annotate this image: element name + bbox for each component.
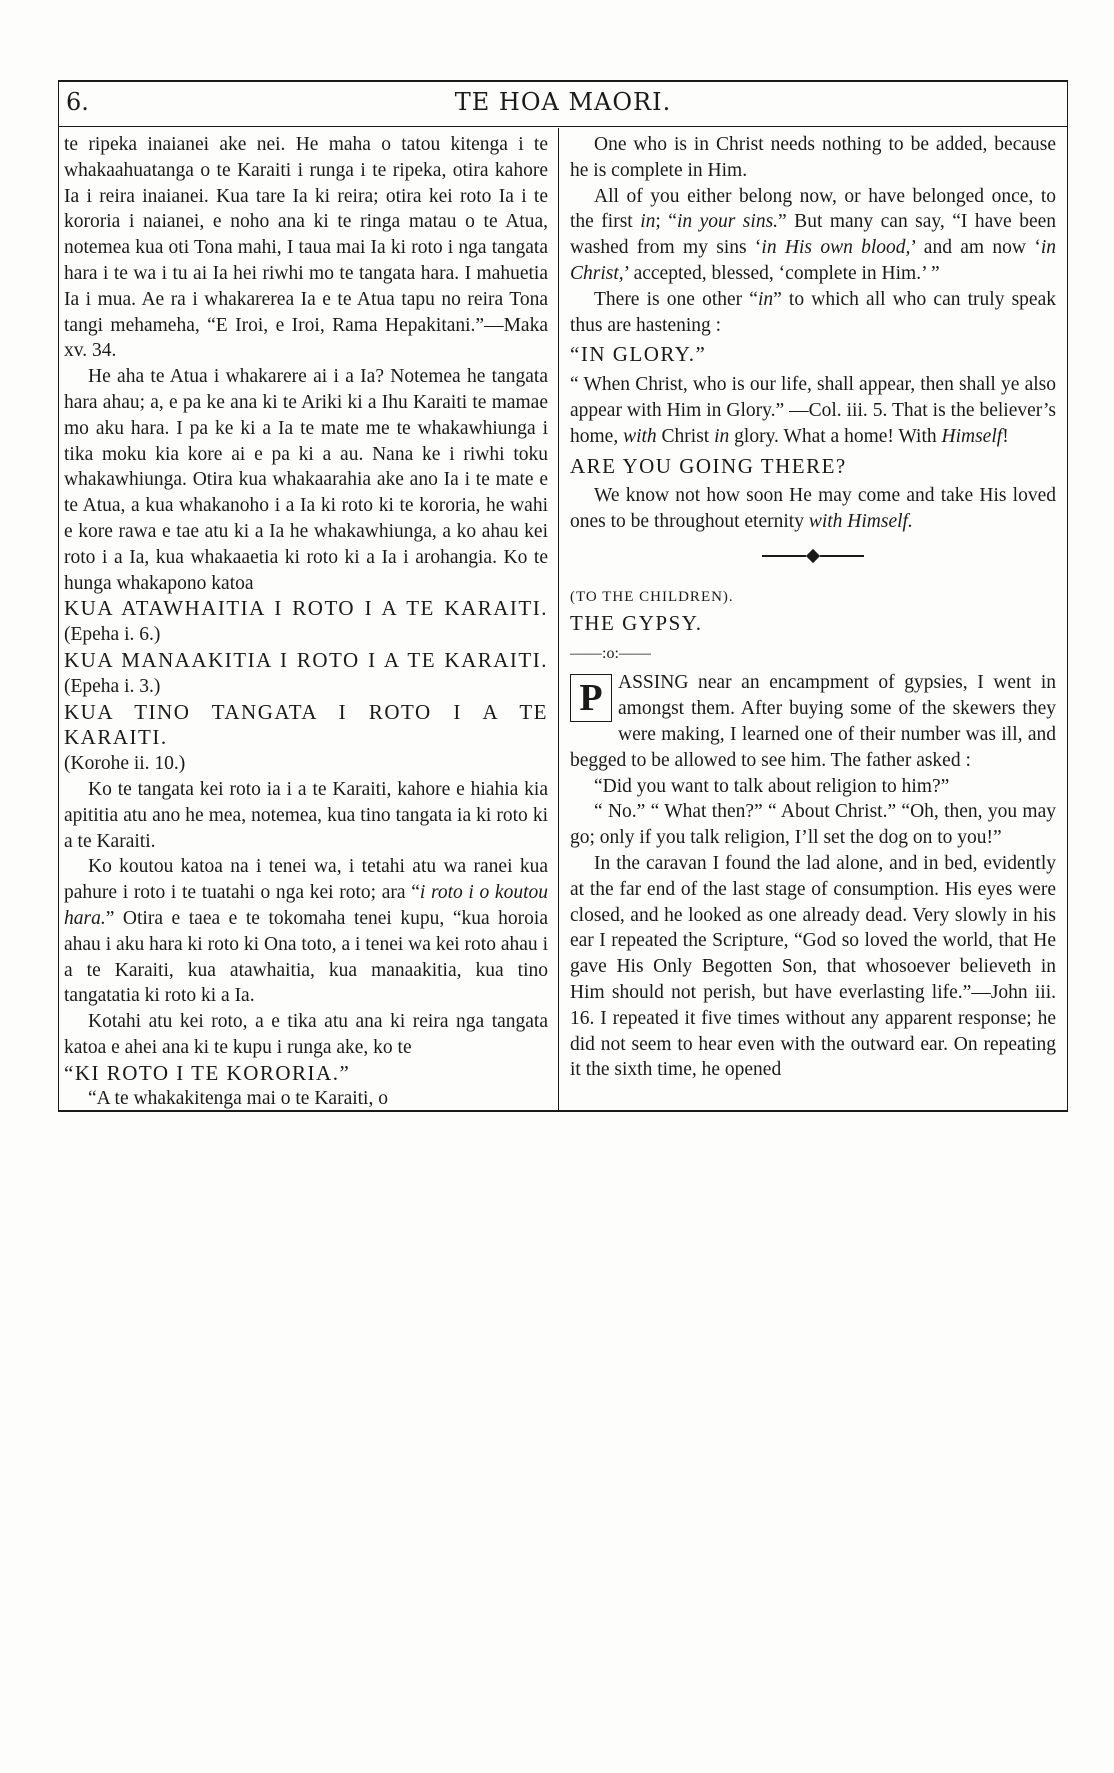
italic-run: in your sins. xyxy=(676,211,779,233)
paragraph xyxy=(570,184,1056,287)
right-border xyxy=(1067,80,1068,1112)
italic-run: in Christ, xyxy=(570,237,1056,284)
section-heading: KUA MANAAKITIA I ROTO I A TE KARAITI. xyxy=(64,647,548,672)
text-run: We know not how soon He may come and take His loved ones to be throughout eternity xyxy=(570,485,1056,533)
paragraph xyxy=(570,670,1056,773)
text-run: “ When Christ, who is our life, shall appear, then shall ye also appear with Him in Glory.” —Col. iii. 5. That is the believer’s home, xyxy=(570,374,1056,447)
paragraph: Ko te tangata kei roto ia i a te Karaiti, kahore e hiahia kia apititia atu ano he mea, notemea, kua tino tangata ia ki roto ki a te Karaiti. xyxy=(64,778,548,852)
text-run: ’ accepted, blessed, ‘complete in Him.’ ” xyxy=(623,262,940,284)
italic-run: in xyxy=(640,211,656,233)
paragraph: “Did you want to talk about religion to him?” xyxy=(594,775,950,797)
text-run: ASSING near an encampment of gypsies, I went in amongst them. After buying some of the skewers they were making, I learned one of their number was ill, and begged to be allowed to see him. The father asked : xyxy=(570,672,1056,771)
section-heading: “KI ROTO I TE KORORIA.” xyxy=(64,1060,351,1085)
text-run: ” to which all who can truly speak thus are hastening : xyxy=(570,288,1056,336)
paragraph xyxy=(570,483,1056,535)
left-column xyxy=(64,132,548,1112)
italic-run: Himself xyxy=(941,425,1003,447)
section-heading: ARE YOU GOING THERE? xyxy=(570,453,847,478)
text-run: ” Otira e taea e te tokomaha tenei kupu, “kua horoia ahau i aku hara ki roto ki Ona toto, a i tenei wa kei roto ahau i a te Karaiti, kua atawhaitia, kua manaakitia, kua tino tangatatia ki roto ki a Ia. xyxy=(64,907,548,1007)
ornament-divider xyxy=(570,543,1056,569)
italic-run: i roto i o koutou hara. xyxy=(64,882,548,929)
italic-run: in His own blood, xyxy=(761,237,911,259)
italic-run: in xyxy=(757,288,774,310)
text-run: ’ and am now ‘ xyxy=(910,237,1041,259)
text-run: Ko koutou katoa na i tenei wa, i tetahi atu wa ranei kua pahure i roto i te tuatahi o nga kei roto; ara “ xyxy=(64,856,548,904)
ornament-line xyxy=(820,555,864,557)
text-run: There is one other “ xyxy=(594,288,758,310)
text-run: Christ xyxy=(656,425,715,447)
separator: ——:o:—— xyxy=(570,644,651,662)
text-run: ! xyxy=(1002,425,1009,447)
section-heading: KUA ATAWHAITIA I ROTO I A TE KARAITI. xyxy=(64,596,548,621)
section-heading: KUA TINO TANGATA I ROTO I A TE KARAITI. xyxy=(64,699,548,750)
paragraph xyxy=(64,854,548,1009)
paragraph: Kotahi atu kei roto, a e tika atu ana ki reira nga tangata katoa e ahei ana ki te kupu i runga ake, ko te xyxy=(64,1011,548,1058)
diamond-icon xyxy=(806,549,820,563)
text-run: ” But many can say, “I have been washed from my sins ‘ xyxy=(570,211,1057,259)
drop-cap: P xyxy=(570,674,612,722)
ornament-line xyxy=(762,555,806,557)
right-column xyxy=(570,132,1056,1083)
paragraph xyxy=(570,287,1056,339)
header-rule xyxy=(58,126,1068,127)
paragraph xyxy=(570,372,1056,449)
section-heading: “IN GLORY.” xyxy=(570,342,707,367)
italic-run: in xyxy=(714,425,730,447)
paragraph: “ No.” “ What then?” “ About Christ.” “Oh, then, you may go; only if you talk religion, I’ll set the dog on to you!” xyxy=(570,801,1056,849)
paragraph: “A te whakakitenga mai o te Karaiti, o xyxy=(88,1088,388,1110)
top-rule xyxy=(58,80,1068,82)
italic-run: with Himself. xyxy=(808,511,913,533)
text-run: ; “ xyxy=(655,211,677,233)
paragraph: One who is in Christ needs nothing to be added, because he is complete in Him. xyxy=(570,134,1056,181)
newspaper-page xyxy=(58,70,1068,1135)
scripture-reference: (Korohe ii. 10.) xyxy=(64,753,186,775)
left-border xyxy=(58,80,59,1112)
column-divider xyxy=(558,128,559,1110)
paragraph: te ripeka inaianei ake nei. He maha o tatou kitenga i te whakaahuatanga o te Karaiti i runga i te ripeka, otira kahore Ia i reira inaianei. Kua tare Ia ki reira; otira kei roto Ia i te kororia i naianei, e noho ana ki te ringa matau o te Atua, notemea kua oti Tona mahi, I taua mai Ia ki roto i nga tangata hara i te wa i tu ai Ia hei riwhi mo te tangata hara. I mahuetia Ia i mua. Ae ra i whakarerea Ia e te Atua tapu no reira Tona tangi mehameha, “E Iroi, e Iroi, Rama Hepakitani.”—Maka xv. 34. xyxy=(64,134,548,362)
scripture-reference: (Epeha i. 6.) xyxy=(64,624,161,646)
text-run: glory. What a home! With xyxy=(729,425,942,447)
paragraph: In the caravan I found the lad alone, and in bed, evidently at the far end of the last stage of consumption. His eyes were closed, and he looked as one already dead. Very slowly in his ear I repeated the Scripture, “God so loved the world, that He gave His Only Begotten Son, that whosoever believeth in Him should not perish, but have everlasting life.”—John iii. 16. I repeated it five times without any apparent response; he did not seem to hear even with the outward ear. On repeating it the sixth time, he opened xyxy=(570,852,1056,1081)
paragraph: He aha te Atua i whakarere ai i a Ia? Notemea he tangata hara ahau; a, e pa ke ana ki te Ariki ki a Ihu Karaiti te mamae mo aku hara. I pa ke ki a Ia te mate me te whakawhiunga i tika moku kia kore ai e pa ki a au. Nana ke i riwhi toku whakawhiunga. Otira kua whakaarahia ake ano Ia i te mate e te Atua, a kua whakanoho i a Ia ki roto ki te kororia, he wahi e kore rawa e tae atu ki a Ia he whakawhiunga, a ko ahau kei roto i a Ia, kua whakaaetia ki roto ki a Ia i arohangia. Ko te hunga whakapono katoa xyxy=(64,366,548,594)
scripture-reference: (Epeha i. 3.) xyxy=(64,675,161,697)
page-number: 6. xyxy=(66,88,89,116)
story-title: THE GYPSY. xyxy=(570,610,703,635)
running-title: TE HOA MAORI. xyxy=(454,88,672,116)
section-kicker: (TO THE CHILDREN). xyxy=(570,588,734,605)
italic-run: with xyxy=(623,425,657,447)
text-run: All of you either belong now, or have belonged once, to the first xyxy=(570,185,1056,233)
